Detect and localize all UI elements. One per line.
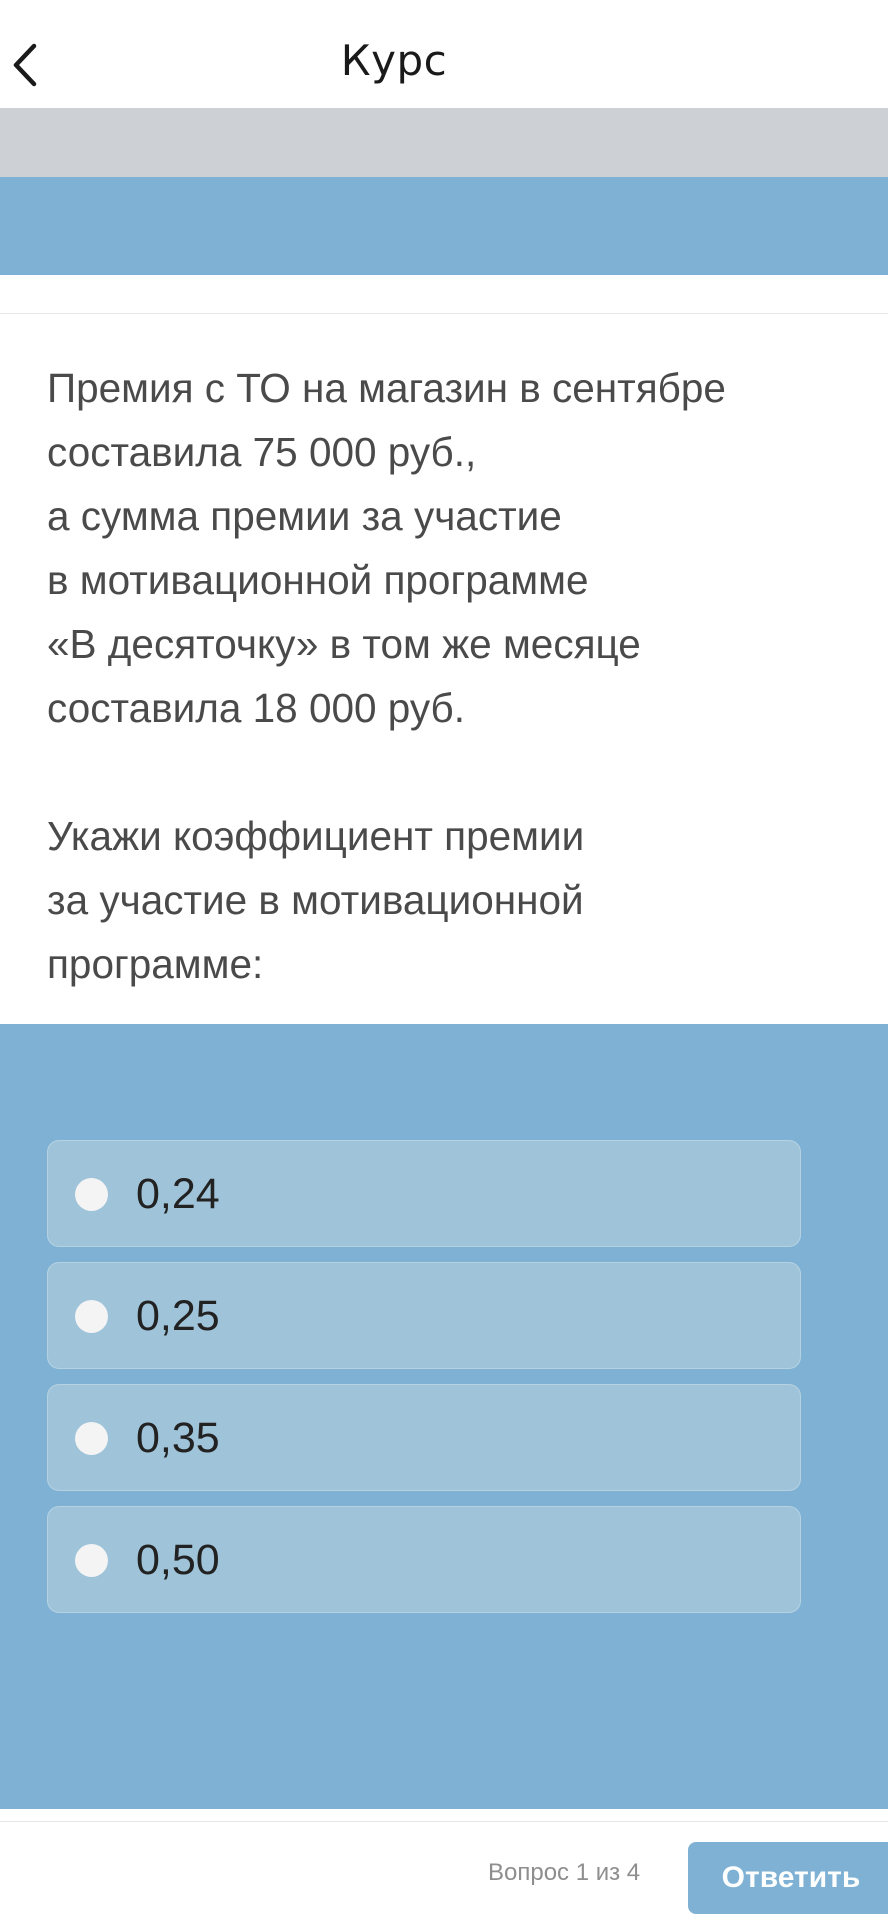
course-banner (0, 177, 888, 275)
divider (0, 1821, 888, 1822)
option-label: 0,24 (136, 1170, 220, 1218)
radio-button[interactable] (75, 1300, 108, 1333)
question-line: «В десяточку» в том же месяце (47, 621, 641, 667)
answer-option-3[interactable] (47, 1384, 801, 1491)
paragraph-gap (47, 740, 867, 804)
option-label: 0,50 (136, 1536, 220, 1584)
divider (0, 313, 888, 314)
question-line: а сумма премии за участие (47, 493, 562, 539)
answers-panel (0, 1024, 888, 1809)
radio-button[interactable] (75, 1422, 108, 1455)
page-title: Курс (340, 36, 448, 85)
question-line: Укажи коэффициент премии (47, 813, 585, 859)
answer-option-1[interactable] (47, 1140, 801, 1247)
answer-option-4[interactable] (47, 1506, 801, 1613)
question-progress: Вопрос 1 из 4 (488, 1859, 641, 1886)
question-line: в мотивационной программе (47, 557, 589, 603)
option-label: 0,35 (136, 1414, 220, 1462)
progress-track (0, 108, 888, 177)
question-line: за участие в мотивационной (47, 877, 584, 923)
question-line: программе: (47, 941, 264, 987)
answer-button[interactable]: Ответить (688, 1842, 888, 1914)
question-line: составила 18 000 руб. (47, 685, 465, 731)
header-bar (0, 0, 888, 108)
option-label: 0,25 (136, 1292, 220, 1340)
radio-button[interactable] (75, 1544, 108, 1577)
question-line: составила 75 000 руб., (47, 429, 477, 475)
question-text (47, 356, 867, 996)
question-line: Премия с ТО на магазин в сентябре (47, 365, 726, 411)
radio-button[interactable] (75, 1178, 108, 1211)
answer-option-2[interactable] (47, 1262, 801, 1369)
